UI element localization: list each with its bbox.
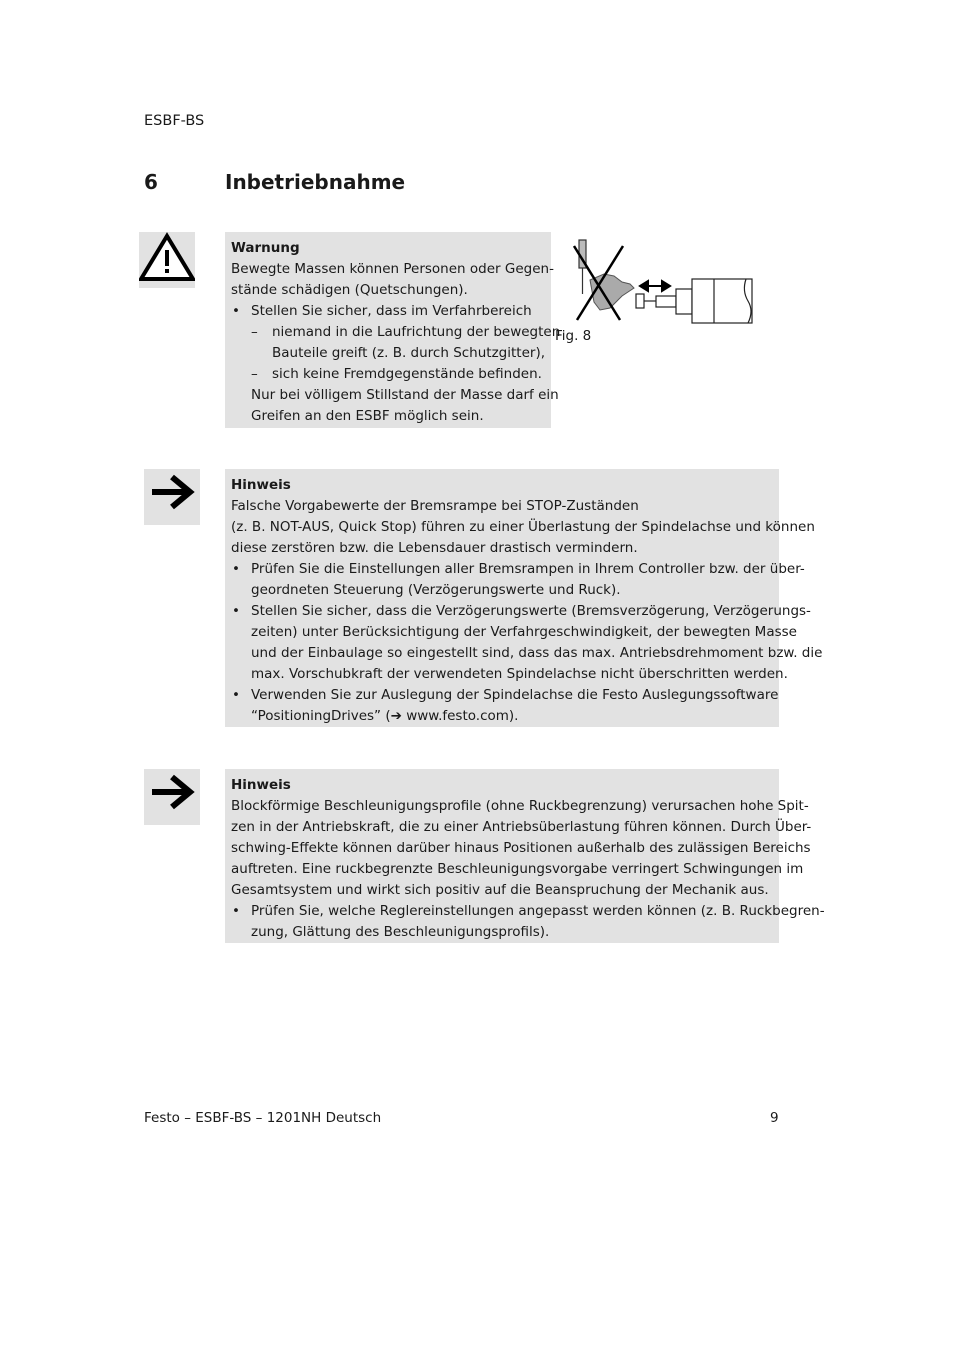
note-1-bullet-continued: max. Vorschubkraft der verwendeten Spindelachse nicht überschritten werden. <box>251 666 788 682</box>
note-1-bullet-continued: zeiten) unter Berücksichtigung der Verfahrgeschwindigkeit, der bewegten Masse <box>251 624 797 640</box>
warning-tail-line: Greifen an den ESBF möglich sein. <box>251 408 484 424</box>
note-2-text-line: auftreten. Eine ruckbegrenzte Beschleunigungsvorgabe verringert Schwingungen im <box>231 861 804 877</box>
note-1-box <box>225 469 823 727</box>
note-2-icon-box <box>144 769 200 825</box>
screwdriver-icon <box>579 240 586 294</box>
warning-title: Warnung <box>231 240 300 256</box>
note-1-bullet-continued: und der Einbaulage so eingestellt sind, dass das max. Antriebsdrehmoment bzw. die <box>251 645 823 661</box>
arrow-right-icon <box>144 469 200 525</box>
note-1-text-line: diese zerstören bzw. die Lebensdauer drastisch vermindern. <box>231 540 638 556</box>
page-number: 9 <box>770 1110 779 1126</box>
note-2-bullet-continued: zung, Glättung des Beschleunigungsprofils). <box>251 924 550 940</box>
note-2-title: Hinweis <box>231 777 291 793</box>
note-1-bullet: • Stellen Sie sicher, dass die Verzögerungswerte (Bremsverzögerung, Verzögerungs- <box>231 601 771 622</box>
note-1-text-line: (z. B. NOT-AUS, Quick Stop) führen zu einer Überlastung der Spindelachse und können <box>231 519 815 535</box>
note-2-bullet: • Prüfen Sie, welche Reglereinstellungen angepasst werden können (z. B. Ruckbegren- <box>231 901 771 922</box>
double-arrow-icon <box>640 281 670 291</box>
warning-subitem: – niemand in die Laufrichtung der bewegten <box>231 322 543 343</box>
figure-8-illustration <box>560 236 760 326</box>
note-2-text-line: zen in der Antriebskraft, die zu einer Antriebsüberlastung führen können. Durch Über- <box>231 819 812 835</box>
section-number: 6 <box>144 170 158 194</box>
note-1-title: Hinweis <box>231 477 291 493</box>
warning-triangle-icon <box>139 232 195 288</box>
note-2-box <box>225 769 825 943</box>
warning-subitem-continued: Bauteile greift (z. B. durch Schutzgitter), <box>272 345 545 361</box>
warning-icon-box <box>139 232 195 288</box>
note-1-bullet-continued: “PositioningDrives” (➔ www.festo.com). <box>251 708 519 724</box>
note-1-bullet: • Verwenden Sie zur Auslegung der Spindelachse die Festo Auslegungssoftware <box>231 685 771 706</box>
note-1-text-line: Falsche Vorgabewerte der Bremsrampe bei STOP-Zuständen <box>231 498 639 514</box>
note-1-icon-box <box>144 469 200 525</box>
warning-box <box>225 232 561 428</box>
warning-text-line: Bewegte Massen können Personen oder Gegen- <box>231 261 554 277</box>
arrow-right-icon <box>144 769 200 825</box>
note-2-text-line: Gesamtsystem und wirkt sich positiv auf die Beanspruchung der Mechanik aus. <box>231 882 769 898</box>
document-id: ESBF-BS <box>144 113 205 129</box>
warning-tail-line: Nur bei völligem Stillstand der Masse darf ein <box>251 387 559 403</box>
hand-icon <box>590 274 634 310</box>
note-2-text-line: schwing-Effekte können darüber hinaus Positionen außerhalb des zulässigen Bereichs <box>231 840 811 856</box>
note-1-bullet-continued: geordneten Steuerung (Verzögerungswerte und Ruck). <box>251 582 621 598</box>
section-title: Inbetriebnahme <box>225 170 406 194</box>
footer-text: Festo – ESBF-BS – 1201NH Deutsch <box>144 1110 382 1126</box>
warning-subitem: – sich keine Fremdgegenstände befinden. <box>231 364 543 385</box>
warning-text-line: stände schädigen (Quetschungen). <box>231 282 468 298</box>
note-1-bullet: • Prüfen Sie die Einstellungen aller Bremsrampen in Ihrem Controller bzw. der über- <box>231 559 771 580</box>
figure-caption: Fig. 8 <box>555 328 592 344</box>
warning-bullet: • Stellen Sie sicher, dass im Verfahrbereich <box>231 301 543 322</box>
note-2-text-line: Blockförmige Beschleunigungsprofile (ohne Ruckbegrenzung) verursachen hohe Spit- <box>231 798 809 814</box>
